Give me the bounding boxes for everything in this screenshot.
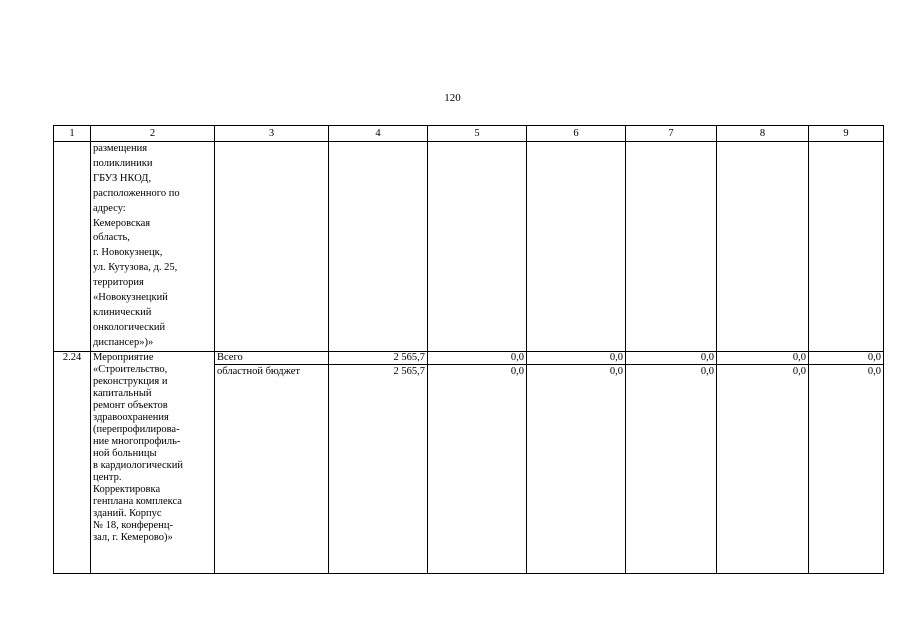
value-cell [626, 142, 717, 352]
header-cell: 2 [91, 126, 215, 142]
header-cell: 5 [428, 126, 527, 142]
header-cell: 7 [626, 126, 717, 142]
value-cell: 0,0 [428, 352, 527, 365]
header-cell: 1 [54, 126, 91, 142]
value-cell: 0,0 [428, 365, 527, 574]
value-cell: 0,0 [626, 365, 717, 574]
value-cell [717, 142, 809, 352]
value-cell [428, 142, 527, 352]
value-cell: 0,0 [717, 352, 809, 365]
row-number-cell: 2.24 [54, 352, 91, 574]
value-cell: 0,0 [809, 365, 884, 574]
table-row-continued [54, 142, 884, 352]
value-cell [809, 142, 884, 352]
measure-name-cell: размещения поликлиники ГБУЗ НКОД, расположенного по адресу: Кемеровская область, г. Новокузнецк, ул. Кутузова, д. 25, территория «Новокузнецкий клинический онкологический диспансер»)» [91, 142, 215, 352]
value-cell [329, 142, 428, 352]
header-cell: 3 [215, 126, 329, 142]
measure-name-cell: Мероприятие «Строительство, реконструкция и капитальный ремонт объектов здравоохранения (перепрофилирова- ние многопрофиль- ной больницы в кардиологический центр. Корректировка генплана комплекса зданий. Корпус № 18, конференц- зал, г. Кемерово)» [91, 352, 215, 574]
source-cell [215, 142, 329, 352]
row-number-cell [54, 142, 91, 352]
value-cell: 2 565,7 [329, 365, 428, 574]
table-header-row [54, 126, 884, 142]
header-cell: 4 [329, 126, 428, 142]
value-cell: 0,0 [527, 352, 626, 365]
header-cell: 6 [527, 126, 626, 142]
value-cell: 0,0 [717, 365, 809, 574]
source-cell: областной бюджет [215, 365, 329, 574]
table-row-total [54, 352, 884, 365]
header-cell: 8 [717, 126, 809, 142]
value-cell: 0,0 [527, 365, 626, 574]
page-number: 120 [444, 92, 461, 104]
value-cell: 0,0 [626, 352, 717, 365]
value-cell [527, 142, 626, 352]
value-cell: 2 565,7 [329, 352, 428, 365]
source-cell: Всего [215, 352, 329, 365]
budget-table [53, 125, 884, 574]
header-cell: 9 [809, 126, 884, 142]
value-cell: 0,0 [809, 352, 884, 365]
